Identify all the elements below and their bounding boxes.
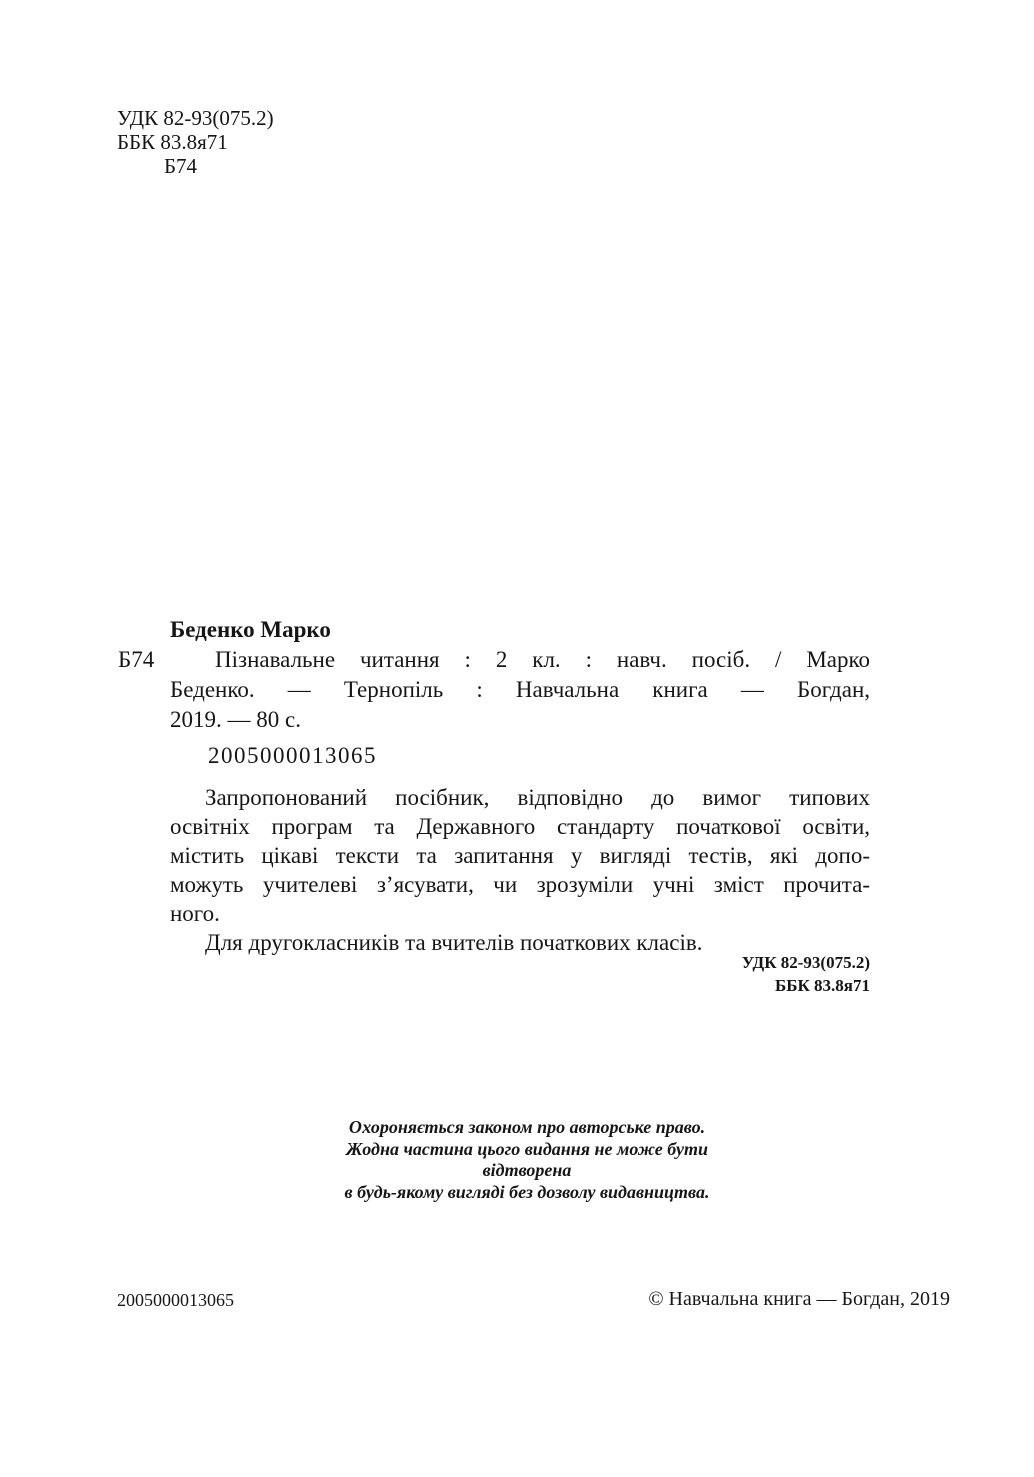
copyright-notice xyxy=(307,1117,747,1203)
isbn-number: 2005000013065 xyxy=(208,743,377,768)
top-codes-block xyxy=(117,106,274,178)
title-line: Пізнавальне читання : 2 кл. : навч. посіб. / Марко xyxy=(215,647,870,672)
footer-copyright: © Навчальна книга — Богдан, 2019 xyxy=(648,1288,950,1310)
catalog-code: Б74 xyxy=(118,647,155,672)
udk-code-right: УДК 82-93(075.2) xyxy=(741,953,870,972)
footer-isbn: 2005000013065 xyxy=(117,1290,234,1310)
copyright-notice-line: в будь-якому вигляді без дозволу видавництва. xyxy=(344,1181,710,1202)
catalog-code-top: Б74 xyxy=(164,154,198,178)
bbk-code-right: ББК 83.8я71 xyxy=(774,976,870,995)
title-line: 2019. — 80 с. xyxy=(170,707,301,732)
bbk-code: ББК 83.8я71 xyxy=(117,130,228,154)
copyright-notice-line: Жодна частина цього видання не може бути відтворена xyxy=(345,1138,709,1180)
annotation-line: Запропонований посібник, відповідно до вимог типових xyxy=(205,785,870,810)
audience-line: Для другокласників та вчителів початкових класів. xyxy=(205,930,703,955)
right-codes-block xyxy=(170,951,870,997)
author-name: Беденко Марко xyxy=(170,617,331,642)
annotation-block xyxy=(170,783,870,957)
udk-code: УДК 82-93(075.2) xyxy=(117,106,274,130)
annotation-line: ного. xyxy=(170,901,220,926)
title-line: Беденко. — Тернопіль : Навчальна книга — Богдан, xyxy=(170,677,870,702)
annotation-line: містить цікаві тексти та запитання у вигляді тестів, які допо- xyxy=(170,843,870,868)
annotation-line: можуть учителеві з’ясувати, чи зрозуміли учні зміст прочита- xyxy=(170,872,870,897)
annotation-line: освітніх програм та Державного стандарту початкової освіти, xyxy=(170,814,870,839)
catalog-card xyxy=(118,615,870,997)
copyright-notice-line: Охороняється законом про авторське право. xyxy=(348,1117,706,1137)
